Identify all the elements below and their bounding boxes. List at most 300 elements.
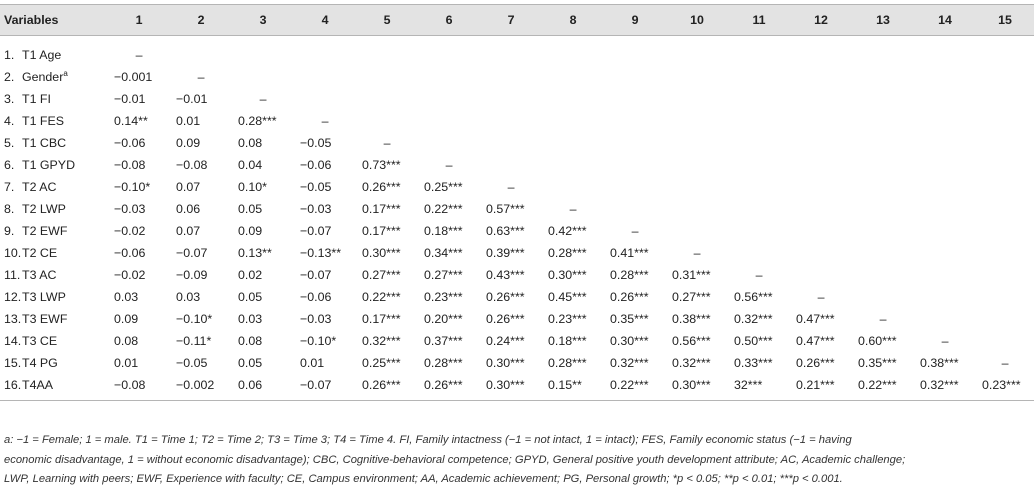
variable-name — [22, 198, 108, 220]
table-cell: 0.26*** — [362, 180, 401, 194]
table-cell: 0.08 — [238, 136, 263, 150]
table-cell: 0.32*** — [610, 356, 649, 370]
table-cell: −0.07 — [300, 224, 332, 238]
table-cell: −0.05 — [176, 356, 208, 370]
table-cell: 0.32*** — [734, 312, 773, 326]
table-cell: 0.38*** — [920, 356, 959, 370]
variable-label: T2 AC — [22, 180, 57, 194]
table-cell: 0.63*** — [486, 224, 525, 238]
table-cell: 0.56*** — [734, 290, 773, 304]
table-cell: 0.09 — [238, 224, 263, 238]
empty-cell — [418, 36, 480, 67]
table-cell: −0.02 — [114, 268, 146, 282]
variable-label: T2 LWP — [22, 202, 66, 216]
table-cell: 0.07 — [176, 224, 201, 238]
table-cell: 0.32*** — [362, 334, 401, 348]
variable-label: T1 GPYD — [22, 158, 76, 172]
footnote-line: a: −1 = Female; 1 = male. T1 = Time 1; T2 = Time 2; T3 = Time 3; T4 = Time 4. FI, Family intactness (−1 = not intact, 1 = intact); FES, Family economic status (−1 = having — [4, 434, 852, 446]
table-cell: −0.03 — [300, 202, 332, 216]
table-cell: 0.21*** — [790, 374, 852, 401]
variable-name — [22, 330, 108, 352]
empty-cell — [914, 132, 976, 154]
table-cell: 0.56*** — [672, 334, 711, 348]
column-header: 11 — [728, 5, 790, 36]
table-cell: −0.06 — [114, 246, 146, 260]
empty-cell — [976, 88, 1034, 110]
variable-name — [22, 374, 108, 401]
table-cell: −0.08 — [108, 374, 170, 401]
footnote-line: LWP, Learning with peers; EWF, Experience with faculty; CE, Campus environment; AA, Academic achievement; PG, Personal growth; *p < 0.05; **p < 0.01; ***p < 0.001. — [4, 473, 843, 485]
column-header: 10 — [666, 5, 728, 36]
variable-name — [22, 36, 108, 67]
table-cell: 0.09 — [114, 312, 139, 326]
table-cell: – — [197, 70, 205, 84]
table-cell: −0.06 — [300, 290, 332, 304]
variable-name — [22, 220, 108, 242]
table-cell: 0.30*** — [610, 334, 649, 348]
table-cell: 0.57*** — [486, 202, 525, 216]
empty-cell — [294, 66, 356, 88]
empty-cell — [542, 36, 604, 67]
empty-cell — [418, 110, 480, 132]
variable-name — [22, 352, 108, 374]
empty-cell — [666, 154, 728, 176]
column-header: 8 — [542, 5, 604, 36]
table-cell: −0.07 — [300, 268, 332, 282]
table-cell: 0.28*** — [238, 114, 277, 128]
variable-name — [22, 132, 108, 154]
table-row — [0, 132, 1034, 154]
table-cell: 0.28*** — [424, 356, 463, 370]
empty-cell — [604, 66, 666, 88]
empty-cell — [356, 36, 418, 67]
table-cell: 0.27*** — [672, 290, 711, 304]
table-row — [0, 308, 1034, 330]
table-cell: −0.08 — [176, 158, 208, 172]
empty-cell — [542, 88, 604, 110]
table-row — [0, 330, 1034, 352]
table-cell: – — [631, 224, 639, 238]
empty-cell — [852, 88, 914, 110]
empty-cell — [666, 132, 728, 154]
table-cell: 0.26*** — [796, 356, 835, 370]
empty-cell — [976, 36, 1034, 67]
empty-cell — [852, 264, 914, 286]
table-row — [0, 264, 1034, 286]
table-cell: 0.17*** — [362, 312, 401, 326]
table-cell: 0.27*** — [362, 268, 401, 282]
empty-cell — [356, 88, 418, 110]
row-number: 10. — [4, 246, 22, 260]
table-cell: 0.32*** — [914, 374, 976, 401]
table-cell: 0.60*** — [858, 334, 897, 348]
empty-cell — [976, 220, 1034, 242]
empty-cell — [852, 286, 914, 308]
empty-cell — [976, 176, 1034, 198]
empty-cell — [356, 110, 418, 132]
row-number: 4. — [4, 114, 15, 128]
table-cell: 0.20*** — [424, 312, 463, 326]
table-cell: 0.47*** — [796, 312, 835, 326]
row-number: 6. — [4, 158, 15, 172]
empty-cell — [914, 154, 976, 176]
table-cell: 0.28*** — [610, 268, 649, 282]
empty-cell — [790, 110, 852, 132]
variable-label: T3 LWP — [22, 290, 66, 304]
empty-cell — [790, 242, 852, 264]
empty-cell — [790, 132, 852, 154]
table-cell: 0.08 — [238, 334, 263, 348]
table-cell: 0.30*** — [548, 268, 587, 282]
variables-header: Variables — [0, 5, 108, 36]
variable-name — [22, 66, 108, 88]
table-cell: 0.25*** — [424, 180, 463, 194]
empty-cell — [914, 286, 976, 308]
empty-cell — [790, 264, 852, 286]
empty-cell — [294, 36, 356, 67]
row-number: 12. — [4, 290, 22, 304]
table-row — [0, 66, 1034, 88]
empty-cell — [666, 198, 728, 220]
row-number: 15. — [4, 356, 22, 370]
table-cell: 0.03 — [238, 312, 263, 326]
empty-cell — [480, 88, 542, 110]
table-cell: −0.09 — [176, 268, 208, 282]
table-cell: −0.08 — [114, 158, 146, 172]
table-cell: −0.10* — [114, 180, 151, 194]
row-number: 14. — [4, 334, 22, 348]
variable-name — [22, 110, 108, 132]
variable-label: T1 Age — [22, 48, 62, 62]
table-cell: 0.23*** — [976, 374, 1034, 401]
empty-cell — [728, 220, 790, 242]
table-cell: 0.17*** — [362, 224, 401, 238]
table-cell: 0.28*** — [548, 246, 587, 260]
table-cell: – — [259, 92, 267, 106]
table-row — [0, 220, 1034, 242]
table-cell: 0.03 — [176, 290, 201, 304]
table-cell: −0.01 — [114, 92, 146, 106]
variable-label: T1 CBC — [22, 136, 67, 150]
table-cell: 0.30*** — [666, 374, 728, 401]
table-cell: −0.07 — [176, 246, 208, 260]
column-header: 3 — [232, 5, 294, 36]
table-row — [0, 88, 1034, 110]
table-cell: – — [755, 268, 763, 282]
table-cell: 0.05 — [238, 202, 263, 216]
table-cell: – — [507, 180, 515, 194]
table-cell: – — [569, 202, 577, 216]
table-cell: 0.32*** — [672, 356, 711, 370]
empty-cell — [914, 198, 976, 220]
table-cell: −0.001 — [114, 70, 153, 84]
table-cell: 0.37*** — [424, 334, 463, 348]
table-cell: 0.06 — [176, 202, 201, 216]
empty-cell — [852, 66, 914, 88]
table-cell: 0.03 — [114, 290, 139, 304]
column-header: 4 — [294, 5, 356, 36]
empty-cell — [976, 330, 1034, 352]
empty-cell — [418, 66, 480, 88]
table-cell: – — [445, 158, 453, 172]
variable-label: T2 CE — [22, 246, 58, 260]
table-cell: 0.14** — [114, 114, 148, 128]
variable-label: T3 EWF — [22, 312, 68, 326]
empty-cell — [480, 154, 542, 176]
empty-cell — [728, 88, 790, 110]
row-number: 2. — [4, 70, 15, 84]
empty-cell — [542, 66, 604, 88]
table-cell: 0.41*** — [610, 246, 649, 260]
variable-name — [22, 286, 108, 308]
table-cell: 32*** — [728, 374, 790, 401]
empty-cell — [666, 66, 728, 88]
empty-cell — [542, 176, 604, 198]
table-cell: 0.30*** — [480, 374, 542, 401]
empty-cell — [604, 88, 666, 110]
table-cell: 0.73*** — [362, 158, 401, 172]
table-row — [0, 110, 1034, 132]
table-row — [0, 242, 1034, 264]
table-cell: 0.06 — [232, 374, 294, 401]
empty-cell — [480, 110, 542, 132]
empty-cell — [976, 242, 1034, 264]
empty-cell — [976, 286, 1034, 308]
empty-cell — [852, 110, 914, 132]
table-header-row — [0, 5, 1034, 36]
table-row — [0, 36, 1034, 67]
table-cell: 0.24*** — [486, 334, 525, 348]
table-cell: 0.17*** — [362, 202, 401, 216]
table-cell: −0.13** — [300, 246, 342, 260]
table-cell: −0.03 — [300, 312, 332, 326]
empty-cell — [728, 198, 790, 220]
empty-cell — [604, 176, 666, 198]
empty-cell — [418, 88, 480, 110]
table-cell: −0.10* — [176, 312, 213, 326]
table-cell: 0.31*** — [672, 268, 711, 282]
empty-cell — [728, 110, 790, 132]
empty-cell — [852, 36, 914, 67]
table-cell: 0.22*** — [362, 290, 401, 304]
table-cell: 0.35*** — [858, 356, 897, 370]
table-cell: 0.01 — [176, 114, 201, 128]
table-cell: 0.34*** — [424, 246, 463, 260]
table-cell: 0.28*** — [548, 356, 587, 370]
empty-cell — [728, 66, 790, 88]
variable-label: T3 AC — [22, 268, 57, 282]
table-cell: −0.002 — [170, 374, 232, 401]
empty-cell — [356, 66, 418, 88]
table-row — [0, 176, 1034, 198]
empty-cell — [728, 176, 790, 198]
empty-cell — [728, 132, 790, 154]
empty-cell — [232, 36, 294, 67]
empty-cell — [790, 176, 852, 198]
table-cell: 0.22*** — [604, 374, 666, 401]
column-header: 6 — [418, 5, 480, 36]
table-row — [0, 374, 1034, 401]
variable-name — [22, 88, 108, 110]
column-header: 9 — [604, 5, 666, 36]
row-number: 3. — [4, 92, 15, 106]
empty-cell — [790, 88, 852, 110]
row-number: 16. — [0, 374, 22, 401]
table-row — [0, 352, 1034, 374]
table-cell: 0.02 — [238, 268, 263, 282]
table-cell: −0.05 — [300, 136, 332, 150]
superscript-note: a — [63, 68, 68, 78]
empty-cell — [852, 154, 914, 176]
table-row — [0, 154, 1034, 176]
table-cell: 0.47*** — [796, 334, 835, 348]
table-cell: 0.26*** — [486, 312, 525, 326]
row-number: 9. — [4, 224, 15, 238]
table-cell: −0.06 — [114, 136, 146, 150]
table-cell: 0.23*** — [548, 312, 587, 326]
table-cell: 0.26*** — [610, 290, 649, 304]
footnote-line: economic disadvantage, 1 = without economic disadvantage); CBC, Cognitive-behavioral competence; GPYD, General positive youth development attribute; AC, Academic challenge; — [4, 453, 906, 466]
column-header: 14 — [914, 5, 976, 36]
table-cell: 0.01 — [114, 356, 139, 370]
row-number: 13. — [4, 312, 22, 326]
table-cell: 0.38*** — [672, 312, 711, 326]
empty-cell — [976, 198, 1034, 220]
table-cell: 0.26*** — [418, 374, 480, 401]
empty-cell — [976, 264, 1034, 286]
empty-cell — [914, 110, 976, 132]
table-cell: 0.10* — [238, 180, 267, 194]
table-cell: 0.18*** — [548, 334, 587, 348]
table-cell: 0.33*** — [734, 356, 773, 370]
empty-cell — [604, 132, 666, 154]
table-cell: 0.08 — [114, 334, 139, 348]
variable-label: T1 FI — [22, 92, 51, 106]
row-number: 11. — [4, 268, 21, 282]
empty-cell — [542, 110, 604, 132]
empty-cell — [976, 110, 1034, 132]
empty-cell — [976, 308, 1034, 330]
table-cell: 0.30*** — [362, 246, 401, 260]
empty-cell — [542, 154, 604, 176]
variable-label: T2 EWF — [22, 224, 68, 238]
empty-cell — [480, 36, 542, 67]
empty-cell — [852, 198, 914, 220]
empty-cell — [914, 220, 976, 242]
empty-cell — [914, 88, 976, 110]
table-cell: 0.05 — [238, 290, 263, 304]
empty-cell — [728, 154, 790, 176]
empty-cell — [542, 132, 604, 154]
table-cell: 0.50*** — [734, 334, 773, 348]
empty-cell — [480, 132, 542, 154]
empty-cell — [604, 154, 666, 176]
empty-cell — [976, 66, 1034, 88]
table-cell: −0.07 — [294, 374, 356, 401]
row-number: 1. — [4, 48, 15, 62]
table-cell: 0.07 — [176, 180, 201, 194]
empty-cell — [976, 154, 1034, 176]
table-cell: 0.09 — [176, 136, 201, 150]
empty-cell — [666, 110, 728, 132]
variable-label: T4AA — [22, 378, 53, 392]
table-cell: 0.39*** — [486, 246, 525, 260]
variable-name — [22, 154, 108, 176]
table-cell: 0.04 — [238, 158, 263, 172]
table-cell: 0.15** — [542, 374, 604, 401]
empty-cell — [852, 242, 914, 264]
variable-name — [22, 242, 108, 264]
empty-cell — [914, 242, 976, 264]
variable-label: Gender — [22, 70, 64, 84]
empty-cell — [976, 132, 1034, 154]
empty-cell — [666, 88, 728, 110]
row-number: 8. — [4, 202, 15, 216]
table-cell: – — [383, 136, 391, 150]
column-header: 12 — [790, 5, 852, 36]
empty-cell — [666, 176, 728, 198]
table-cell: −0.06 — [300, 158, 332, 172]
empty-cell — [790, 220, 852, 242]
variable-name — [22, 176, 108, 198]
table-body — [0, 36, 1034, 401]
empty-cell — [604, 110, 666, 132]
table-cell: −0.10* — [300, 334, 337, 348]
variable-name — [22, 264, 108, 286]
table-cell: 0.30*** — [486, 356, 525, 370]
empty-cell — [790, 198, 852, 220]
variable-label: T1 FES — [22, 114, 64, 128]
empty-cell — [914, 36, 976, 67]
correlation-table — [0, 4, 1034, 401]
empty-cell — [852, 176, 914, 198]
table-cell: 0.35*** — [610, 312, 649, 326]
table-cell: – — [135, 48, 143, 62]
empty-cell — [790, 154, 852, 176]
empty-cell — [728, 242, 790, 264]
column-header: 13 — [852, 5, 914, 36]
empty-cell — [914, 264, 976, 286]
column-header: 5 — [356, 5, 418, 36]
empty-cell — [170, 36, 232, 67]
table-cell: 0.25*** — [362, 356, 401, 370]
empty-cell — [232, 66, 294, 88]
table-cell: −0.03 — [114, 202, 146, 216]
variable-label: T3 CE — [22, 334, 58, 348]
table-cell: – — [693, 246, 701, 260]
empty-cell — [666, 220, 728, 242]
table-row — [0, 198, 1034, 220]
table-cell: 0.43*** — [486, 268, 525, 282]
table-cell: – — [1001, 356, 1009, 370]
column-header: 2 — [170, 5, 232, 36]
empty-cell — [604, 36, 666, 67]
column-header: 15 — [976, 5, 1034, 36]
empty-cell — [294, 88, 356, 110]
table-cell: 0.22*** — [852, 374, 914, 401]
table-cell: 0.42*** — [548, 224, 587, 238]
empty-cell — [852, 132, 914, 154]
empty-cell — [914, 308, 976, 330]
table-cell: – — [817, 290, 825, 304]
table-cell: −0.01 — [176, 92, 208, 106]
table-cell: – — [941, 334, 949, 348]
table-cell: 0.23*** — [424, 290, 463, 304]
table-cell: – — [879, 312, 887, 326]
table-row — [0, 286, 1034, 308]
table-cell: 0.45*** — [548, 290, 587, 304]
variable-name — [22, 308, 108, 330]
